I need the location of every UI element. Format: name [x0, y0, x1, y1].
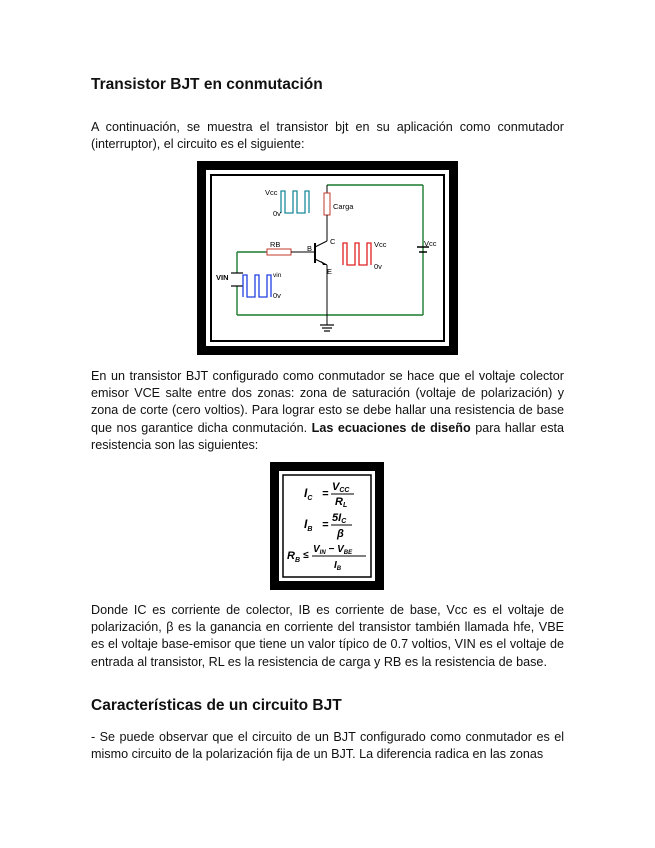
label-0v-mid: 0v — [374, 262, 382, 271]
paragraph-conmutador — [91, 368, 564, 454]
label-vin: VIN — [216, 273, 229, 282]
circuit-diagram — [197, 161, 458, 355]
label-b: B — [307, 244, 313, 253]
eq-rb: $R_B$ — [287, 550, 301, 564]
eq-rb-leq: ≤ — [303, 550, 309, 561]
label-0v-top: 0v — [273, 209, 281, 218]
section-heading-transistor: Transistor BJT en conmutación — [91, 76, 323, 93]
label-vcc-top: Vcc — [265, 188, 278, 197]
paragraph-conmutador-bold: Las ecuaciones de diseño — [311, 420, 471, 435]
label-carga: Carga — [333, 202, 354, 211]
section-heading-caracteristicas: Características de un circuito BJT — [91, 697, 342, 714]
eq-ic-denominator: RL — [335, 496, 348, 509]
label-e: E — [327, 267, 333, 276]
label-rb: RB — [270, 240, 281, 249]
design-equations — [270, 462, 384, 590]
label-vcc-source: Vcc — [424, 239, 437, 248]
eq-ib-numerator: 5IC — [332, 512, 347, 525]
eq-rb-denominator: $I_B$ — [334, 560, 342, 572]
intro-paragraph: A continuación, se muestra el transistor bjt en su aplicación como conmutador (interruptor), el circuito es el siguiente: — [91, 120, 564, 152]
eq-ib-denominator: β — [337, 528, 344, 540]
eq-ib-equals: = — [322, 519, 329, 531]
eq-ib: $I_B$ — [304, 517, 313, 533]
eq-rb-numerator: $V_{IN} - V_{BE}$ — [313, 544, 353, 556]
eq-ic: $I_C$ — [304, 486, 313, 502]
label-0v-in: 0v — [273, 291, 281, 300]
eq-ic-equals: = — [322, 488, 329, 500]
paragraph-definitions: Donde IC es corriente de colector, IB es corriente de base, Vcc es el voltaje de polarización, β es la ganancia en corriente del transistor también llamada hfe, VBE es el voltaje base-emisor que tiene un valor típico de 0.7 voltios, VIN es el voltaje de entrada al transistor, RL es la resistencia de carga y RB es la resistencia de base. — [91, 603, 564, 669]
eq-ic-numerator: VCC — [332, 481, 350, 494]
label-vcc-mid: Vcc — [374, 240, 387, 249]
paragraph-conmutador-tail: para hallar esta resistencia son las siguientes: — [91, 420, 564, 452]
paragraph-caracteristicas: - Se puede observar que el circuito de un BJT configurado como conmutador es el mismo circuito de la polarización fija de un BJT. La diferencia radica en las zonas — [91, 730, 564, 762]
label-vin-small: vin — [273, 272, 282, 279]
paragraph-conmutador-text: En un transistor BJT configurado como conmutador se hace que el voltaje colector emisor VCE salte entre dos zonas: zona de saturación (voltaje de polarización) y zona de corte (cero voltios). Para lograr esto se debe hallar una resistencia de base que nos garantice dicha conmutación. — [91, 369, 564, 435]
label-c: C — [330, 237, 336, 246]
